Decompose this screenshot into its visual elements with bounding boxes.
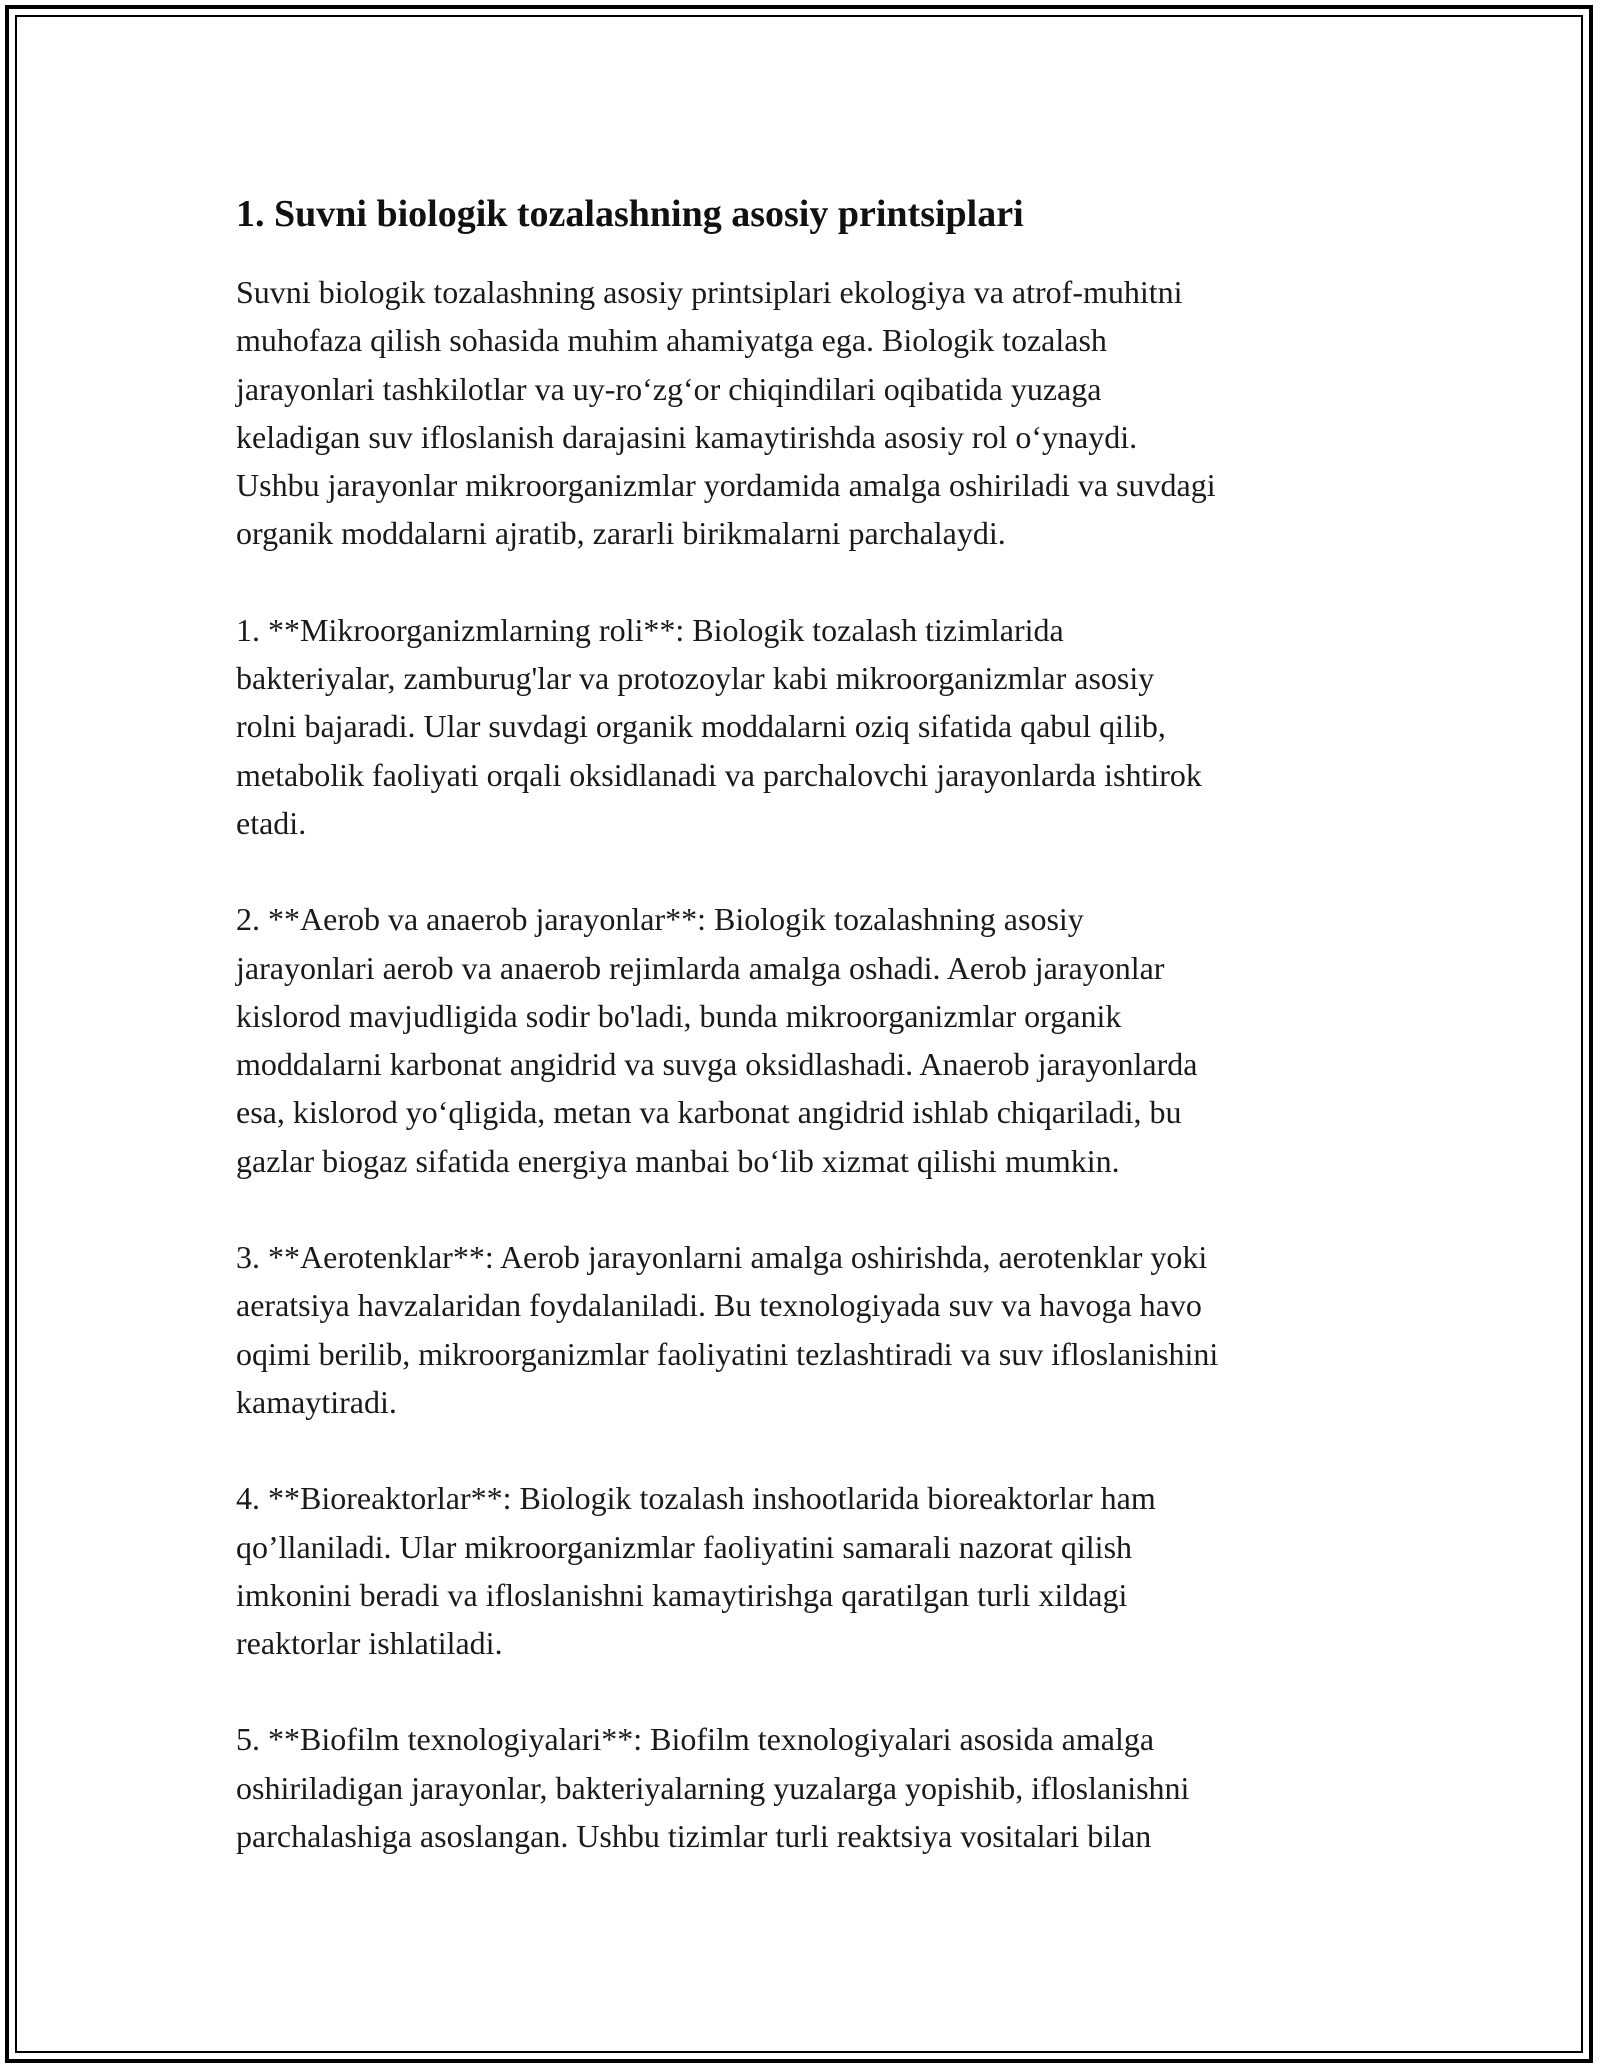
paragraph-line: rolni bajaradi. Ular suvdagi organik moddalarni oziq sifatida qabul qilib,	[236, 708, 1166, 745]
paragraph	[236, 268, 1366, 558]
paragraph-line: keladigan suv ifloslanish darajasini kamaytirishda asosiy rol o‘ynaydi.	[236, 418, 1138, 455]
paragraph-line: organik moddalarni ajratib, zararli birikmalarni parchalaydi.	[236, 515, 1006, 552]
paragraph-line: parchalashiga asoslangan. Ushbu tizimlar turli reaktsiya vositalari bilan	[236, 1818, 1152, 1855]
paragraph	[236, 1715, 1366, 1860]
paragraph-list	[236, 268, 1366, 1860]
paragraph-line: aeratsiya havzalaridan foydalaniladi. Bu texnologiyada suv va havoga havo	[236, 1287, 1202, 1324]
document-page	[236, 182, 1366, 1908]
paragraph-line: Ushbu jarayonlar mikroorganizmlar yordamida amalga oshiriladi va suvdagi	[236, 467, 1216, 504]
paragraph-line: bakteriyalar, zamburug'lar va protozoylar kabi mikroorganizmlar asosiy	[236, 660, 1155, 697]
paragraph-line: 3. **Aerotenklar**: Aerob jarayonlarni amalga oshirishda, aerotenklar yoki	[236, 1239, 1208, 1276]
paragraph	[236, 895, 1366, 1185]
paragraph-line: gazlar biogaz sifatida energiya manbai bo‘lib xizmat qilishi mumkin.	[236, 1142, 1120, 1179]
paragraph-line: 4. **Bioreaktorlar**: Biologik tozalash inshootlarida bioreaktorlar ham	[236, 1480, 1156, 1517]
paragraph	[236, 1474, 1366, 1667]
paragraph-line: 2. **Aerob va anaerob jarayonlar**: Biologik tozalashning asosiy	[236, 901, 1084, 938]
paragraph-line: esa, kislorod yo‘qligida, metan va karbonat angidrid ishlab chiqariladi, bu	[236, 1094, 1182, 1131]
paragraph-line: Suvni biologik tozalashning asosiy printsiplari ekologiya va atrof-muhitni	[236, 274, 1183, 310]
paragraph-line: etadi.	[236, 804, 307, 841]
paragraph-line: 5. **Biofilm texnologiyalari**: Biofilm texnologiyalari asosida amalga	[236, 1721, 1155, 1758]
paragraph	[236, 606, 1366, 847]
paragraph-line: oqimi berilib, mikroorganizmlar faoliyatini tezlashtiradi va suv ifloslanishini	[236, 1335, 1219, 1372]
paragraph-line: qo’llaniladi. Ular mikroorganizmlar faoliyatini samarali nazorat qilish	[236, 1528, 1133, 1565]
paragraph	[236, 1233, 1366, 1426]
paragraph-line: moddalarni karbonat angidrid va suvga oksidlashadi. Anaerob jarayonlarda	[236, 1046, 1198, 1083]
paragraph-line: oshiriladigan jarayonlar, bakteriyalarning yuzalarga yopishib, ifloslanishni	[236, 1769, 1190, 1806]
paragraph-line: kamaytiradi.	[236, 1383, 397, 1420]
paragraph-line: metabolik faoliyati orqali oksidlanadi va parchalovchi jarayonlarda ishtirok	[236, 756, 1202, 793]
paragraph-line: jarayonlari aerob va anaerob rejimlarda amalga oshadi. Aerob jarayonlar	[236, 949, 1165, 986]
paragraph-line: 1. **Mikroorganizmlarning roli**: Biologik tozalash tizimlarida	[236, 611, 1064, 648]
paragraph-line: muhofaza qilish sohasida muhim ahamiyatga ega. Biologik tozalash	[236, 322, 1107, 359]
paragraph-line: reaktorlar ishlatiladi.	[236, 1625, 503, 1662]
section-heading: 1. Suvni biologik tozalashning asosiy printsiplari	[236, 193, 1024, 235]
paragraph-line: jarayonlari tashkilotlar va uy-ro‘zg‘or chiqindilari oqibatida yuzaga	[236, 370, 1102, 407]
paragraph-line: kislorod mavjudligida sodir bo'ladi, bunda mikroorganizmlar organik	[236, 997, 1122, 1034]
paragraph-line: imkonini beradi va ifloslanishni kamaytirishga qaratilgan turli xildagi	[236, 1576, 1128, 1613]
